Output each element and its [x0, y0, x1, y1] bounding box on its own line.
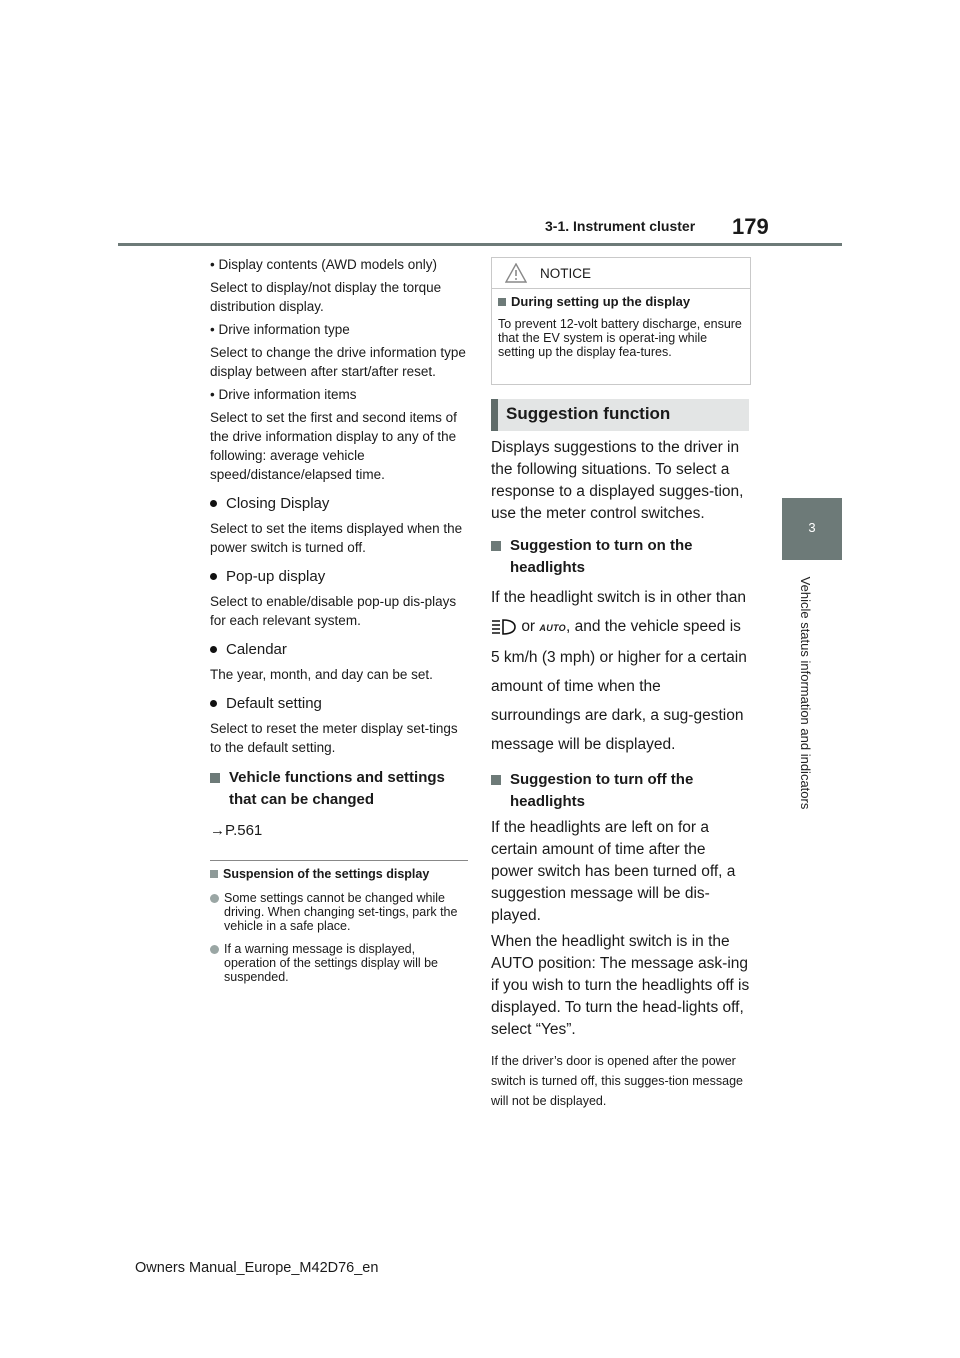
vehicle-functions-heading	[210, 767, 472, 811]
heading-text: Calendar	[226, 641, 287, 658]
circle-bullet-icon	[210, 945, 219, 954]
square-bullet-icon	[491, 775, 501, 785]
item-label: • Display contents (AWD models only)	[210, 257, 438, 272]
circle-bullet-icon	[210, 894, 219, 903]
notice-heading	[498, 294, 750, 309]
bullet-dot-icon	[210, 500, 217, 507]
square-bullet-icon	[491, 541, 501, 551]
note-item	[210, 942, 468, 984]
page-number: 179	[732, 214, 769, 239]
paragraph-text: , and the vehicle speed is 5 km/h (3 mph) or higher for a certain amount of time when the surroundings are dark, a sug-gestion message will be displayed.	[491, 618, 747, 753]
heading-accent	[491, 399, 498, 431]
left-column	[210, 255, 472, 840]
item-description: Select to change the drive information type display between after start/after reset.	[210, 345, 466, 379]
headlights-off-note: If the driver’s door is opened after the power switch is turned off, this sugges-tion message will not be displayed.	[491, 1054, 743, 1108]
headlights-on-heading	[491, 535, 751, 579]
headlight-icon	[491, 617, 517, 637]
note-item	[210, 891, 468, 933]
notice-box	[491, 257, 751, 385]
notes-rule	[210, 860, 468, 861]
heading-text: Suggestion to turn on the headlights	[510, 537, 693, 576]
heading-text: Suspension of the settings display	[223, 867, 430, 881]
heading-text: Closing Display	[226, 495, 330, 512]
paragraph-text: If the headlight switch is in other than	[491, 589, 747, 606]
item-description: Select to display/not display the torque distribution display.	[210, 280, 442, 314]
notice-body: To prevent 12-volt battery discharge, ensure that the EV system is operat-ing while setting up the display fea-tures.	[498, 317, 742, 359]
default-setting-description: Select to reset the meter display set-tings to the default setting.	[210, 721, 458, 755]
heading-text: Suggestion function	[506, 404, 671, 423]
popup-display-description: Select to enable/disable pop-up dis-plays for each relevant system.	[210, 594, 457, 628]
footer-text: Owners Manual_Europe_M42D76_en	[135, 1260, 379, 1276]
auto-icon: AUTO	[539, 623, 566, 633]
headlights-off-paragraph: If the headlights are left on for a certain amount of time after the power switch has been turned off, a suggestion message will be dis-played.	[491, 819, 736, 924]
default-setting-heading	[210, 694, 472, 713]
heading-text: During setting up the display	[511, 294, 691, 309]
warning-triangle-icon	[505, 263, 527, 283]
header-rule	[118, 243, 842, 246]
calendar-heading	[210, 640, 472, 659]
item-description: Select to set the first and second items of the drive information display to any of the following: average vehicle speed/distance/elapsed time.	[210, 410, 457, 482]
square-bullet-icon	[210, 870, 218, 878]
headlights-on-paragraph	[491, 583, 751, 759]
note-text: If a warning message is displayed, operation of the settings display will be suspended.	[224, 942, 439, 984]
square-bullet-icon	[498, 298, 506, 306]
paragraph-text: or	[521, 618, 536, 635]
closing-display-description: Select to set the items displayed when the power switch is turned off.	[210, 521, 463, 555]
chapter-label: Vehicle status information and indicators	[798, 576, 813, 810]
bullet-dot-icon	[210, 573, 217, 580]
chapter-number: 3	[808, 520, 816, 535]
notice-title: NOTICE	[540, 265, 592, 281]
note-text: Some settings cannot be changed while driving. When changing set-tings, park the vehicle in a safe place.	[224, 891, 458, 933]
list-item	[210, 385, 472, 484]
headlights-off-heading	[491, 769, 751, 813]
notes-section	[210, 860, 468, 993]
list-item	[210, 255, 472, 316]
popup-display-heading	[210, 567, 472, 586]
right-column	[491, 437, 751, 1115]
suggestion-function-heading	[491, 399, 749, 431]
heading-text: Pop-up display	[226, 568, 326, 585]
item-label: • Drive information items	[210, 387, 357, 402]
calendar-description: The year, month, and day can be set.	[210, 667, 433, 682]
heading-text: Vehicle functions and settings that can be changed	[229, 769, 445, 808]
heading-text: Suggestion to turn off the headlights	[510, 771, 694, 810]
bullet-dot-icon	[210, 700, 217, 707]
notice-header	[492, 258, 750, 289]
heading-text: Default setting	[226, 695, 322, 712]
bullet-dot-icon	[210, 646, 217, 653]
headlights-off-auto-paragraph: When the headlight switch is in the AUTO position: The message ask-ing if you wish to turn the headlights off is displayed. To turn the head-lights off, select “Yes”.	[491, 933, 750, 1038]
notes-heading	[210, 867, 468, 881]
list-item	[210, 320, 472, 381]
closing-display-heading	[210, 494, 472, 513]
section-title: 3-1. Instrument cluster	[545, 218, 696, 234]
page-reference-link[interactable]: →P.561	[210, 822, 263, 839]
square-bullet-icon	[210, 773, 220, 783]
intro-paragraph: Displays suggestions to the driver in the following situations. To select a response to a displayed sugges-tion, use the meter control switches.	[491, 439, 744, 522]
item-label: • Drive information type	[210, 322, 350, 337]
